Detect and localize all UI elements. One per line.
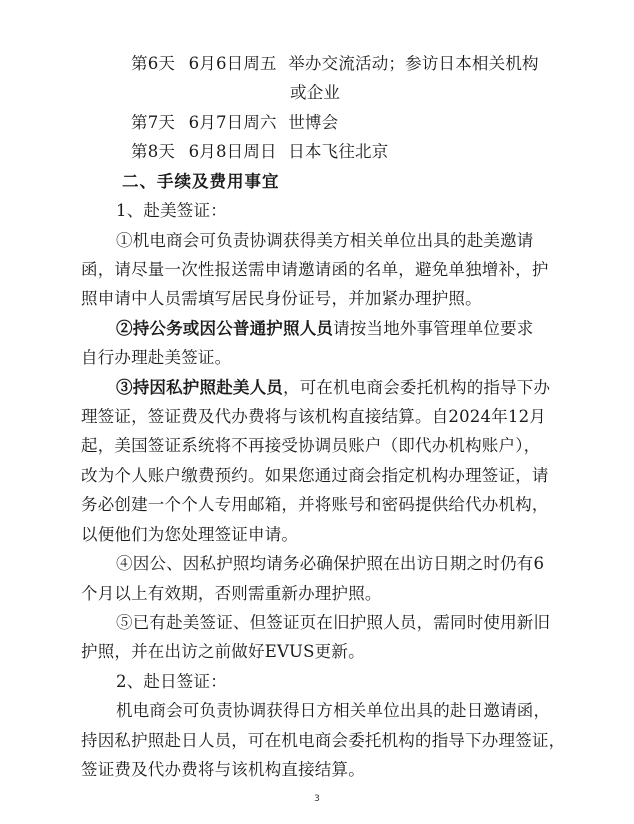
schedule-day8 — [0, 142, 634, 162]
jp-visa-line2: 持因私护照赴日人员，可在机电商会委托机构的指导下办理签证， — [81, 731, 566, 750]
us-visa-item5-line2: 护照，并在出访之前做好EVUS更新。 — [81, 642, 365, 661]
activity-text: 世博会 — [288, 113, 339, 132]
us-visa-item3-line5: 务必创建一个个人专用邮箱，并将账号和密码提供给代办机构， — [81, 495, 549, 514]
us-visa-item1-line1: ①机电商会可负责协调获得美方相关单位出具的赴美邀请 — [116, 231, 534, 250]
section-title: 二、手续及费用事宜 — [122, 172, 280, 191]
schedule-day6-continued: 或企业 — [290, 83, 341, 102]
day-label: 第7天 — [131, 113, 176, 132]
us-visa-item3 — [0, 378, 634, 398]
schedule-day7 — [0, 113, 634, 133]
us-visa-item1-line3: 照申请中人员需填写居民身份证号，并加紧办理护照。 — [81, 289, 482, 308]
page-number: 3 — [314, 794, 320, 804]
us-visa-item3-line4: 改为个人账户缴费预约。如果您通过商会指定机构办理签证，请 — [81, 466, 549, 485]
jp-visa-title: 2、赴日签证： — [116, 672, 227, 691]
us-visa-item1-line2: 函，请尽量一次性报送需申请邀请函的名单，避免单独增补，护 — [81, 260, 549, 279]
activity-text: 举办交流活动；参访日本相关机构 — [288, 54, 539, 73]
item3-emphasis: ③持因私护照赴美人员 — [116, 378, 283, 397]
item2-emphasis: ②持公务或因公普通护照人员 — [116, 319, 334, 338]
us-visa-item3-line6: 以便他们为您处理签证申请。 — [81, 525, 299, 544]
activity-text: 日本飞往北京 — [288, 142, 389, 161]
day-label: 第6天 — [131, 54, 176, 73]
item3-text: ，可在机电商会委托机构的指导下办 — [283, 378, 551, 397]
us-visa-title: 1、赴美签证： — [116, 201, 227, 220]
day-label: 第8天 — [131, 142, 176, 161]
date-label: 6月7日周六 — [188, 113, 277, 132]
jp-visa-line3: 签证费及代办费将与该机构直接结算。 — [81, 760, 365, 779]
item2-text: 请按当地外事管理单位要求 — [333, 319, 534, 338]
schedule-day6 — [0, 54, 634, 74]
date-label: 6月8日周日 — [188, 142, 277, 161]
us-visa-item2-continued: 自行办理赴美签证。 — [81, 348, 232, 367]
us-visa-item4-line2: 个月以上有效期，否则需重新办理护照。 — [81, 584, 382, 603]
us-visa-item3-line2: 理签证，签证费及代办费将与该机构直接结算。自2024年12月 — [81, 407, 546, 426]
us-visa-item2 — [0, 319, 634, 339]
jp-visa-line1: 机电商会可负责协调获得日方相关单位出具的赴日邀请函， — [116, 701, 551, 720]
us-visa-item3-line3: 起，美国签证系统将不再接受协调员账户（即代办机构账户）， — [81, 436, 541, 455]
us-visa-item4-line1: ④因公、因私护照均请务必确保护照在出访日期之时仍有6 — [116, 554, 545, 573]
us-visa-item5-line1: ⑤已有赴美签证、但签证页在旧护照人员，需同时使用新旧 — [116, 613, 551, 632]
date-label: 6月6日周五 — [188, 54, 277, 73]
